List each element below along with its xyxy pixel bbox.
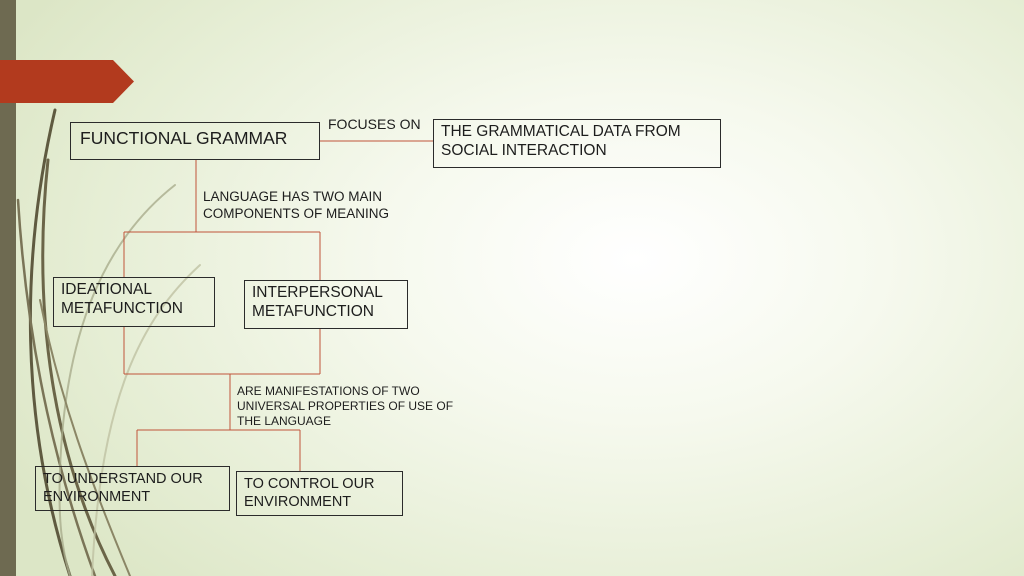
interpersonal-metafunction-text: INTERPERSONAL METAFUNCTION bbox=[252, 284, 383, 320]
functional-grammar-text: FUNCTIONAL GRAMMAR bbox=[80, 128, 288, 148]
focuses-on-label: FOCUSES ON bbox=[328, 116, 421, 132]
interpersonal-metafunction-box bbox=[244, 280, 408, 329]
manifestations-label: ARE MANIFESTATIONS OF TWO UNIVERSAL PROPERTIES OF USE OF THE LANGUAGE bbox=[237, 384, 454, 428]
grammatical-data-text: THE GRAMMATICAL DATA FROM SOCIAL INTERACTION bbox=[441, 123, 681, 159]
ideational-metafunction-text: IDEATIONAL METAFUNCTION bbox=[61, 281, 183, 317]
control-environment-box bbox=[236, 471, 403, 516]
understand-environment-text: TO UNDERSTAND OUR ENVIRONMENT bbox=[43, 471, 203, 505]
functional-grammar-box bbox=[70, 122, 320, 160]
two-components-label: LANGUAGE HAS TWO MAIN COMPONENTS OF MEANING bbox=[203, 189, 390, 221]
understand-environment-box bbox=[35, 466, 230, 511]
control-environment-text: TO CONTROL OUR ENVIRONMENT bbox=[244, 476, 375, 510]
grammatical-data-box bbox=[433, 119, 721, 168]
ideational-metafunction-box bbox=[53, 277, 215, 327]
